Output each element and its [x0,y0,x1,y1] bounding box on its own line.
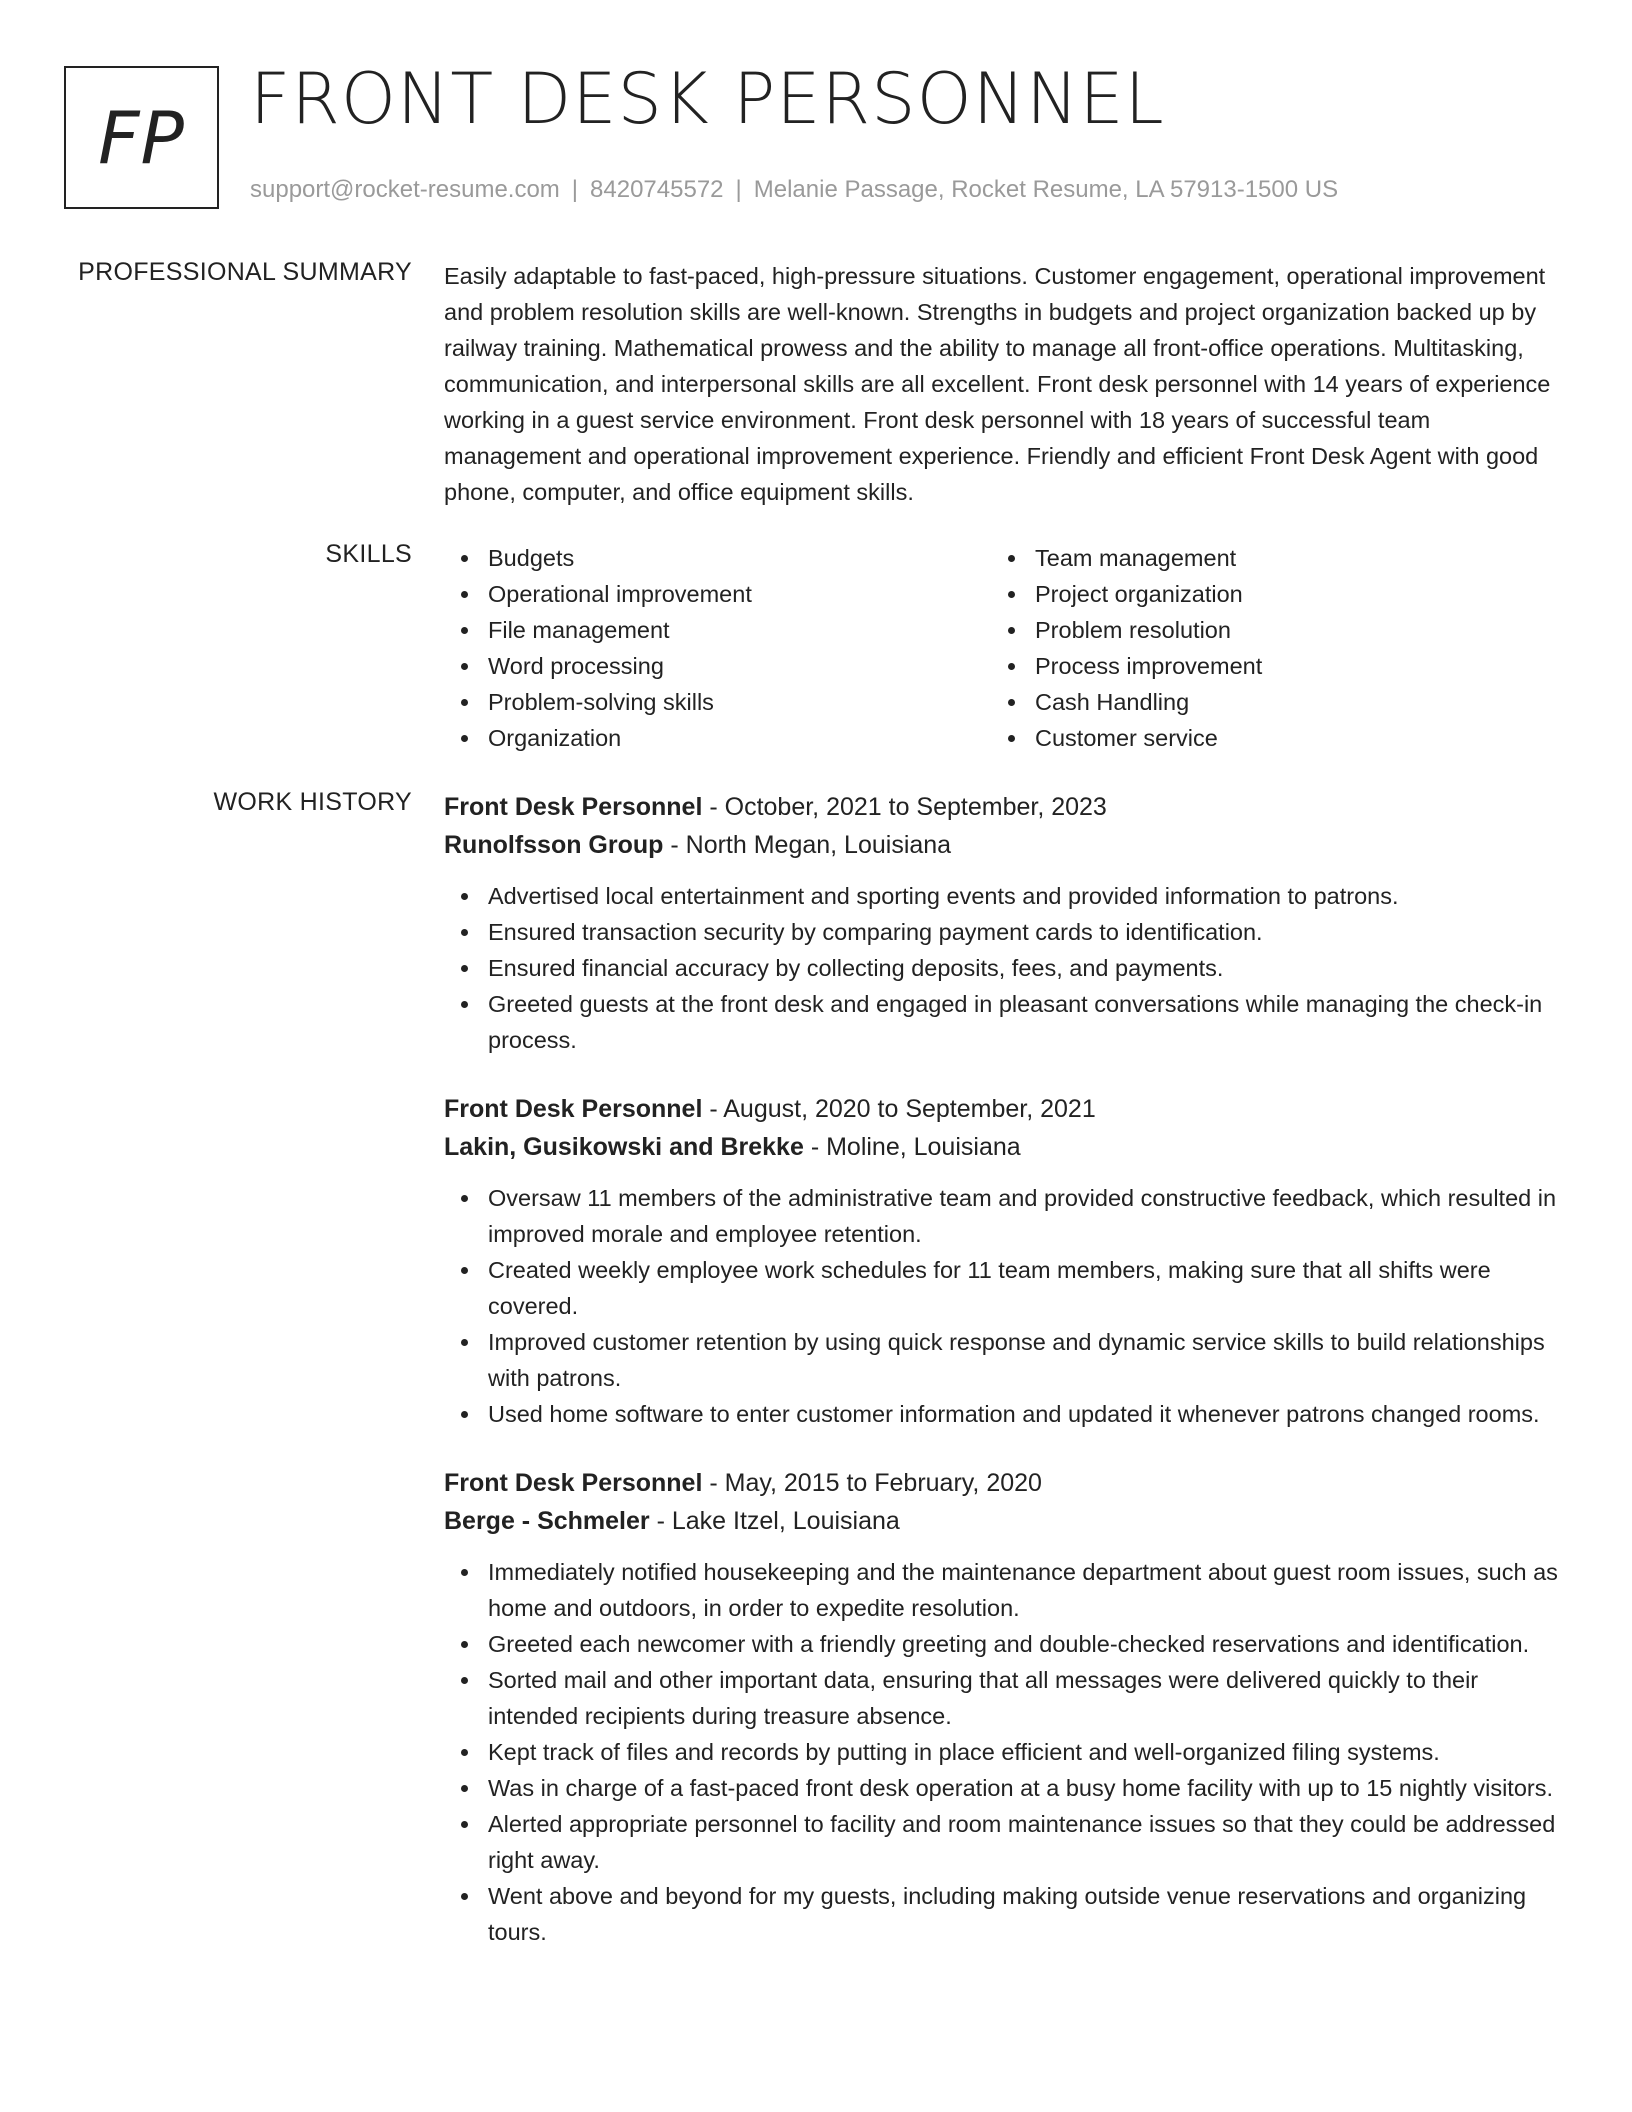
job-bullet: Sorted mail and other important data, ensuring that all messages were delivered quickly to their intended recipients during treasure absence. [444,1662,1564,1734]
skills-column-right [991,540,1538,756]
job-title: Front Desk Personnel [444,1095,703,1123]
skill-item: Process improvement [991,648,1538,684]
work-history-label: WORK HISTORY [213,788,412,816]
job-bullet: Improved customer retention by using quick response and dynamic service skills to build relationships with patrons. [444,1324,1564,1396]
skill-item: Organization [444,720,991,756]
job-bullet: Ensured transaction security by comparing payment cards to identification. [444,914,1564,950]
job-bullet: Alerted appropriate personnel to facility and room maintenance issues so that they could be addressed right away. [444,1806,1564,1878]
job-bullet: Went above and beyond for my guests, including making outside venue reservations and organizing tours. [444,1878,1564,1950]
job-dates: - May, 2015 to February, 2020 [702,1469,1042,1497]
job-bullet: Greeted each newcomer with a friendly greeting and double-checked reservations and identification. [444,1626,1564,1662]
job-bullet: Advertised local entertainment and sporting events and provided information to patrons. [444,878,1564,914]
contact-separator: | [735,176,742,203]
skill-item: Word processing [444,648,991,684]
job-title: Front Desk Personnel [444,793,703,821]
job-bullet: Ensured financial accuracy by collecting deposits, fees, and payments. [444,950,1564,986]
job-bullets [444,1554,1564,1950]
skill-item: Project organization [991,576,1538,612]
skill-item: Cash Handling [991,684,1538,720]
job-company: Lakin, Gusikowski and Brekke [444,1133,804,1161]
monogram-badge [64,66,219,209]
job-entry [444,788,1564,1058]
job-company-line [444,826,1564,864]
skills-label: SKILLS [325,540,412,568]
job-title-line [444,788,1564,826]
job-title: Front Desk Personnel [444,1469,703,1497]
job-company: Berge - Schmeler [444,1507,650,1535]
skills-body [444,540,1564,756]
job-company: Runolfsson Group [444,831,664,859]
job-bullets [444,1180,1564,1432]
skill-item: Customer service [991,720,1538,756]
job-entry [444,1464,1564,1950]
job-company-line [444,1128,1564,1166]
skill-item: File management [444,612,991,648]
monogram-text: FP [98,95,185,180]
contact-address: Melanie Passage, Rocket Resume, LA 57913-1500 US [753,176,1339,203]
skill-item: Budgets [444,540,991,576]
job-location: - North Megan, Louisiana [663,831,952,859]
summary-text: Easily adaptable to fast-paced, high-pressure situations. Customer engagement, operational improvement and problem resolution skills are well-known. Strengths in budgets and project organization backed up by railway training. Mathematical prowess and the ability to manage all front-office operations. Multitasking, communication, and interpersonal skills are all excellent. Front desk personnel with 14 years of experience working in a guest service environment. Front desk personnel with 18 years of successful team management and operational improvement experience. Friendly and efficient Front Desk Agent with good phone, computer, and office equipment skills. [444,263,1551,505]
work-history-body [444,788,1564,1950]
job-bullet: Immediately notified housekeeping and the maintenance department about guest room issues, such as home and outdoors, in order to expedite resolution. [444,1554,1564,1626]
resume-title: FRONT DESK PERSONNEL [250,58,1165,140]
job-location: - Lake Itzel, Louisiana [649,1507,900,1535]
contact-separator: | [571,176,579,203]
skill-item: Problem resolution [991,612,1538,648]
skills-column-left [444,540,991,756]
job-title-line [444,1464,1564,1502]
job-bullet: Created weekly employee work schedules for 11 team members, making sure that all shifts were covered. [444,1252,1564,1324]
job-location: - Moline, Louisiana [803,1133,1021,1161]
job-bullet: Was in charge of a fast-paced front desk operation at a busy home facility with up to 15 nightly visitors. [444,1770,1564,1806]
contact-line [250,176,1338,204]
job-dates: - August, 2020 to September, 2021 [702,1095,1096,1123]
job-entry [444,1090,1564,1432]
job-bullet: Greeted guests at the front desk and engaged in pleasant conversations while managing the check-in process. [444,986,1564,1058]
job-dates: - October, 2021 to September, 2023 [702,793,1107,821]
contact-phone: 8420745572 [590,176,724,203]
job-bullet: Kept track of files and records by putting in place efficient and well-organized filing systems. [444,1734,1564,1770]
skill-item: Problem-solving skills [444,684,991,720]
summary-label: PROFESSIONAL SUMMARY [78,258,412,286]
job-company-line [444,1502,1564,1540]
skill-item: Team management [991,540,1538,576]
contact-email: support@rocket-resume.com [250,176,560,203]
job-bullet: Used home software to enter customer information and updated it whenever patrons changed rooms. [444,1396,1564,1432]
job-bullets [444,878,1564,1058]
skill-item: Operational improvement [444,576,991,612]
job-bullet: Oversaw 11 members of the administrative team and provided constructive feedback, which resulted in improved morale and employee retention. [444,1180,1564,1252]
job-title-line [444,1090,1564,1128]
